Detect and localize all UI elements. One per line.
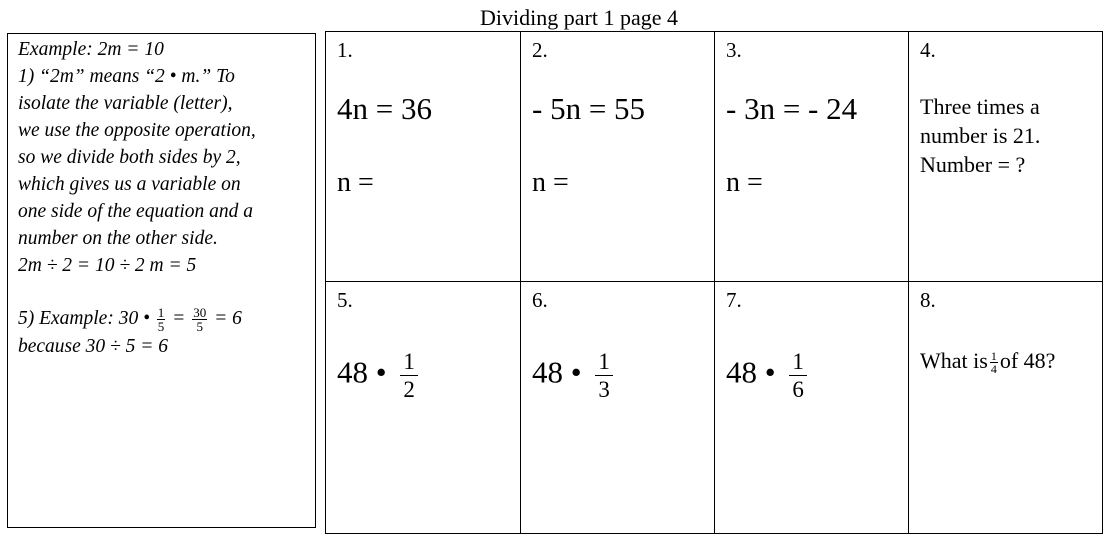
example-line: Example: 2m = 10 <box>18 39 164 60</box>
example-line: we use the opposite operation, <box>18 120 256 141</box>
answer-prompt: n = <box>532 167 569 198</box>
fraction <box>192 306 207 333</box>
page-title: Dividing part 1 page 4 <box>480 5 678 30</box>
fraction-denominator: 4 <box>990 362 997 377</box>
example-5-because: because 30 ÷ 5 = 6 <box>18 336 169 358</box>
word-problem-line: number is 21. <box>920 123 1041 148</box>
problem-number: 4. <box>920 38 936 62</box>
fraction-denominator: 2 <box>403 377 415 402</box>
fraction <box>990 350 998 375</box>
fraction-denominator: 5 <box>157 319 165 335</box>
problem-equation: - 5n = 55 <box>532 91 646 126</box>
multiplication-problem <box>532 348 714 403</box>
example-5-equation <box>18 305 315 333</box>
equals-sign: = <box>172 308 186 329</box>
problem-number: 8. <box>920 288 936 312</box>
example-panel <box>7 33 316 528</box>
fraction-numerator: 1 <box>157 305 165 321</box>
example-line: one side of the equation and a <box>18 201 254 222</box>
example-line: number on the other side. <box>18 228 218 249</box>
problem-number: 7. <box>726 288 742 312</box>
question-prefix: What is <box>920 348 988 373</box>
question-suffix: of 48? <box>999 348 1056 373</box>
fraction-numerator: 1 <box>990 349 997 364</box>
problem-cell-2 <box>521 32 715 282</box>
problem-number: 2. <box>532 38 548 62</box>
problem-number: 5. <box>337 288 353 312</box>
whole-number: 48 • <box>337 354 387 390</box>
problem-number: 3. <box>726 38 742 62</box>
problem-cell-1 <box>326 32 521 282</box>
example-5-prefix: 5) Example: 30 • <box>18 308 150 329</box>
fraction-numerator: 30 <box>193 305 207 321</box>
answer-prompt: n = <box>337 167 374 198</box>
word-problem <box>920 346 1102 376</box>
fraction-denominator: 5 <box>196 319 203 335</box>
example-line: isolate the variable (letter), <box>18 93 233 114</box>
multiplication-problem <box>726 348 908 403</box>
problem-number: 1. <box>337 38 353 62</box>
fraction <box>400 348 418 403</box>
problem-cell-6 <box>521 282 715 533</box>
fraction-denominator: 6 <box>792 377 804 402</box>
fraction-numerator: 1 <box>595 348 613 376</box>
problem-cell-3 <box>715 32 909 282</box>
word-problem-line: Three times a <box>920 94 1040 119</box>
example-line: which gives us a variable on <box>18 174 241 195</box>
fraction <box>789 348 807 403</box>
problem-grid <box>325 31 1103 534</box>
example-line: so we divide both sides by 2, <box>18 147 241 168</box>
problem-cell-8 <box>909 282 1102 533</box>
multiplication-problem <box>337 348 520 403</box>
example-5-suffix: = 6 <box>214 308 242 329</box>
whole-number: 48 • <box>726 354 776 390</box>
example-line: 1) “2m” means “2 • m.” To <box>18 66 235 87</box>
word-problem-line: Number = ? <box>920 152 1026 177</box>
answer-prompt: n = <box>726 167 763 198</box>
fraction <box>595 348 613 403</box>
problem-cell-5 <box>326 282 521 533</box>
whole-number: 48 • <box>532 354 582 390</box>
fraction-numerator: 1 <box>789 348 807 376</box>
problem-number: 6. <box>532 288 548 312</box>
fraction-denominator: 3 <box>598 377 610 402</box>
fraction-numerator: 1 <box>400 348 418 376</box>
problem-cell-7 <box>715 282 909 533</box>
fraction <box>157 306 166 333</box>
problem-equation: - 3n = - 24 <box>726 91 858 126</box>
problem-equation: 4n = 36 <box>337 91 432 126</box>
problem-cell-4 <box>909 32 1102 282</box>
example-line: 2m ÷ 2 = 10 ÷ 2 m = 5 <box>18 255 197 276</box>
word-problem <box>920 92 1102 179</box>
